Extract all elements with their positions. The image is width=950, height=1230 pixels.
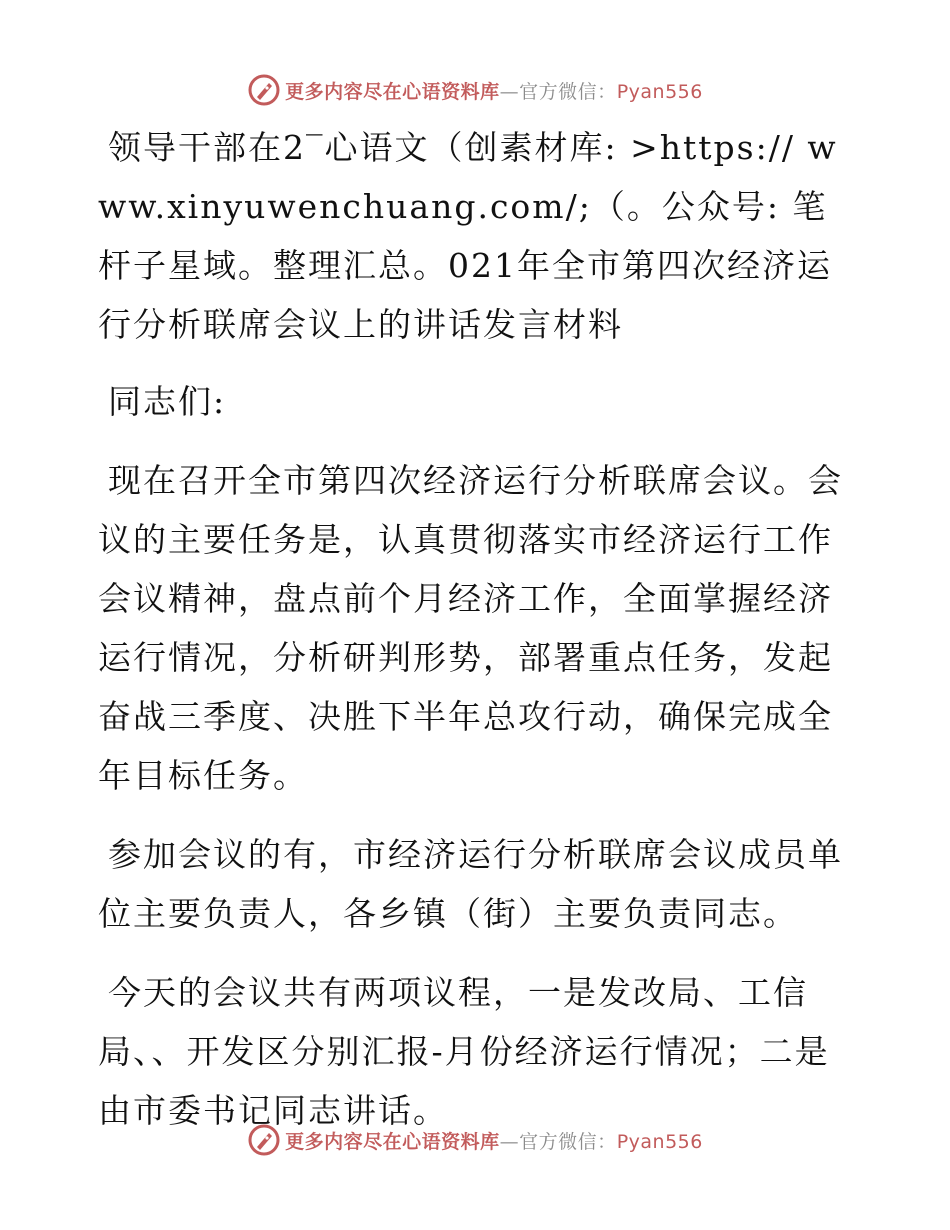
body-paragraph: 现在召开全市第四次经济运行分析联席会议。会议的主要任务是，认真贯彻落实市经济运行工作会议精神，盘点前个月经济工作，全面掌握经济运行情况，分析研判形势，部署重点任务，发起奋战三季度、决胜下半年总攻行动，确保完成全年目标任务。 [98,461,843,795]
watermark-site-text: 更多内容尽在心语资料库 [285,1130,500,1153]
watermark-separator: — [499,1130,520,1153]
body-paragraph: 今天的会议共有两项议程，一是发改局、工信局、、开发区分别汇报-月份经济运行情况；二是由市委书记同志讲话。 [98,973,830,1130]
watermark-wechat-id: Pyan556 [616,1130,703,1153]
watermark-wechat-label: 官方微信： [519,1130,617,1153]
footer-watermark-banner [0,1120,950,1160]
header-watermark-banner [0,70,950,110]
pen-nib-logo-icon [247,73,281,107]
document-body [98,118,850,1160]
salutation: 同志们: [108,382,227,421]
watermark-site-text: 更多内容尽在心语资料库 [285,80,500,103]
pen-nib-logo-icon [247,1123,281,1157]
watermark-text [285,1127,703,1154]
watermark-separator: — [499,80,520,103]
watermark-wechat-id: Pyan556 [616,80,703,103]
watermark-text [285,77,703,104]
document-title: 领导干部在2‾心语文（创素材库: >https:// www.xinyuwenchuang.com/;（。公众号: 笔杆子星域。整理汇总。021年全市第四次经济运行分析联席会议上的讲话发言材料 [98,128,838,344]
body-paragraph: 参加会议的有，市经济运行分析联席会议成员单位主要负责人，各乡镇（街）主要负责同志。 [98,835,843,933]
watermark-wechat-label: 官方微信： [519,80,617,103]
